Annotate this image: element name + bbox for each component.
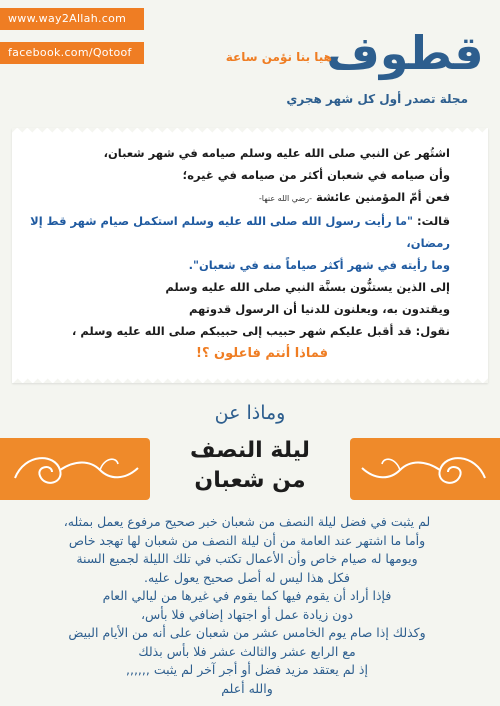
- body-text: [18, 513, 476, 698]
- body-line: مع الرابع عشر والثالث عشر فلا بأس بذلك: [138, 643, 356, 659]
- body-line: إذ لم يعتقد مزيد فضل أو أجر آخر لم يثبت ,,,,,,: [126, 662, 368, 677]
- quote-line-2: وأن صيامه في شعبان أكثر من صيامه في غيره؛: [182, 168, 450, 182]
- body-line: فإذا أراد أن يقوم فيها كما يقوم في غيرها من ليالي العام: [102, 588, 392, 603]
- body-line: لم يثبت في فضل ليلة النصف من شعبان خبر صحيح مرفوع يعمل بمثله،: [63, 514, 431, 529]
- facebook-text: facebook.com/Qotoof: [8, 46, 132, 59]
- quote-line-6: إلى الذين يستنُّون بسنَّة النبي صلى الله عليه وسلم: [165, 280, 450, 294]
- section-heading: [150, 436, 350, 496]
- quote-box: [12, 128, 488, 383]
- swirl-ornament-icon: [350, 438, 500, 500]
- body-line: ويومها له صيام خاص وأن الأعمال تكتب في تلك الليلة لجميع السنة: [76, 551, 418, 566]
- section-intro: وماذا عن: [214, 402, 286, 424]
- quote-line-4-prefix: قالت:: [417, 214, 450, 228]
- right-ribbon: [350, 438, 500, 500]
- heading-line-1: ليلة النصف: [190, 438, 310, 463]
- swirl-ornament-icon: [0, 438, 150, 500]
- facebook-tag[interactable]: [0, 42, 144, 64]
- logo-text: قطوف: [326, 26, 484, 80]
- quote-line-8: نقول: قد أقبل عليكم شهر حبيب إلى حبيبكم صلى الله عليه وسلم ،: [72, 324, 450, 338]
- body-line: وكذلك إذا صام يوم الخامس عشر من شعبان على أنه من الأيام البيض: [68, 625, 426, 640]
- heading-line-2: من شعبان: [194, 468, 306, 493]
- quote-line-4: [12, 210, 488, 254]
- quote-line-3-text: فعن أمّ المؤمنين عائشة: [316, 190, 450, 204]
- quote-line-5: وما رأيته في شهر أكثر صياماً منه في شعبان".: [188, 258, 450, 272]
- quote-line-4-text: "ما رأيت رسول الله صلى الله عليه وسلم استكمل صيام شهر قط إلا رمضان،: [30, 214, 450, 250]
- subtitle: مجلة تصدر أول كل شهر هجري: [286, 92, 468, 106]
- body-line: وأما ما اشتهر عند العامة من أن ليلة النصف من شعبان لها تهجد خاص: [68, 532, 426, 548]
- quote-line-3-note: -رضي الله عنها-: [258, 194, 313, 203]
- quote-line-3: [12, 186, 488, 210]
- question-text: فماذا أنتم فاعلون ؟!: [196, 346, 328, 361]
- magazine-logo: [326, 22, 484, 84]
- quote-line-1: اشتُهر عن النبي صلى الله عليه وسلم صيامه في شهر شعبان،: [103, 146, 450, 160]
- left-ribbon: [0, 438, 150, 500]
- website-tag[interactable]: [0, 8, 144, 30]
- body-line: والله أعلم: [221, 680, 273, 696]
- slogan: هيا بنا نؤمن ساعة: [225, 50, 332, 64]
- website-text: www.way2Allah.com: [8, 12, 127, 25]
- body-line: دون زيادة عمل أو اجتهاد إضافي فلا بأس،: [140, 606, 354, 622]
- quote-line-7: ويقتدون به، ويعلنون للدنيا أن الرسول قدوتهم: [188, 302, 450, 316]
- body-line: فكل هذا ليس له أصل صحيح يعول عليه.: [144, 569, 350, 585]
